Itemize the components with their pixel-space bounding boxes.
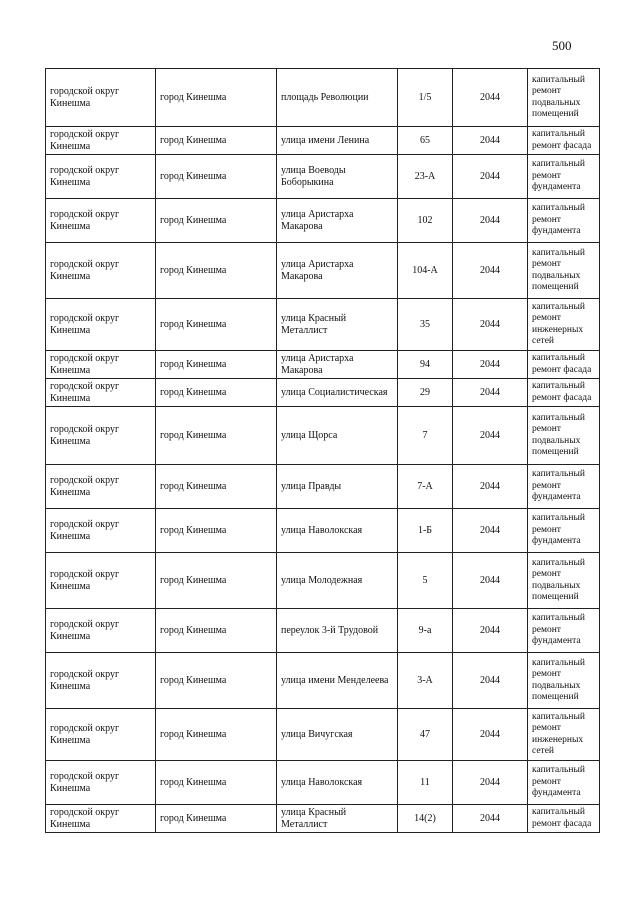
street-cell: улица Вичугская (277, 709, 398, 761)
work-type-cell: капитальный ремонт фундамента (528, 465, 600, 509)
table-row (46, 509, 600, 553)
municipality-cell: городской округ Кинешма (46, 69, 156, 127)
locality-cell: город Кинешма (156, 243, 277, 299)
street-cell: улица Аристарха Макарова (277, 351, 398, 379)
year-cell: 2044 (453, 155, 528, 199)
street-cell: площадь Революции (277, 69, 398, 127)
street-cell: улица Аристарха Макарова (277, 243, 398, 299)
table-row (46, 761, 600, 805)
table-row (46, 609, 600, 653)
table-row (46, 299, 600, 351)
year-cell: 2044 (453, 509, 528, 553)
locality-cell: город Кинешма (156, 299, 277, 351)
table-row (46, 465, 600, 509)
year-cell: 2044 (453, 709, 528, 761)
locality-cell: город Кинешма (156, 509, 277, 553)
locality-cell: город Кинешма (156, 407, 277, 465)
work-type-cell: капитальный ремонт фасада (528, 127, 600, 155)
table-row (46, 127, 600, 155)
table-row (46, 351, 600, 379)
table-row (46, 709, 600, 761)
work-type-cell: капитальный ремонт подвальных помещений (528, 69, 600, 127)
street-cell: улица Аристарха Макарова (277, 199, 398, 243)
street-cell: улица имени Менделеева (277, 653, 398, 709)
street-cell: переулок 3-й Трудовой (277, 609, 398, 653)
municipality-cell: городской округ Кинешма (46, 127, 156, 155)
municipality-cell: городской округ Кинешма (46, 805, 156, 833)
house-cell: 35 (398, 299, 453, 351)
house-cell: 3-А (398, 653, 453, 709)
house-cell: 102 (398, 199, 453, 243)
year-cell: 2044 (453, 199, 528, 243)
work-type-cell: капитальный ремонт фундамента (528, 199, 600, 243)
street-cell: улица Правды (277, 465, 398, 509)
municipality-cell: городской округ Кинешма (46, 709, 156, 761)
year-cell: 2044 (453, 127, 528, 155)
year-cell: 2044 (453, 299, 528, 351)
table-row (46, 243, 600, 299)
house-cell: 11 (398, 761, 453, 805)
table-row (46, 379, 600, 407)
street-cell: улица Щорса (277, 407, 398, 465)
street-cell: улица Молодежная (277, 553, 398, 609)
municipality-cell: городской округ Кинешма (46, 465, 156, 509)
work-type-cell: капитальный ремонт фасада (528, 379, 600, 407)
year-cell: 2044 (453, 805, 528, 833)
house-cell: 1/5 (398, 69, 453, 127)
house-cell: 23-А (398, 155, 453, 199)
house-cell: 104-А (398, 243, 453, 299)
locality-cell: город Кинешма (156, 199, 277, 243)
municipality-cell: городской округ Кинешма (46, 609, 156, 653)
work-type-cell: капитальный ремонт фундамента (528, 609, 600, 653)
year-cell: 2044 (453, 609, 528, 653)
street-cell: улица Воеводы Боборыкина (277, 155, 398, 199)
year-cell: 2044 (453, 653, 528, 709)
municipality-cell: городской округ Кинешма (46, 407, 156, 465)
locality-cell: город Кинешма (156, 761, 277, 805)
municipality-cell: городской округ Кинешма (46, 199, 156, 243)
street-cell: улица Красный Металлист (277, 805, 398, 833)
house-cell: 9-а (398, 609, 453, 653)
street-cell: улица Красный Металлист (277, 299, 398, 351)
municipality-cell: городской округ Кинешма (46, 243, 156, 299)
locality-cell: город Кинешма (156, 69, 277, 127)
street-cell: улица Наволокская (277, 761, 398, 805)
table-row (46, 199, 600, 243)
page-number: 500 (552, 38, 572, 53)
work-type-cell: капитальный ремонт фасада (528, 805, 600, 833)
locality-cell: город Кинешма (156, 553, 277, 609)
house-cell: 5 (398, 553, 453, 609)
house-cell: 7-А (398, 465, 453, 509)
locality-cell: город Кинешма (156, 609, 277, 653)
house-cell: 29 (398, 379, 453, 407)
work-type-cell: капитальный ремонт фундамента (528, 761, 600, 805)
year-cell: 2044 (453, 69, 528, 127)
municipality-cell: городской округ Кинешма (46, 379, 156, 407)
street-cell: улица имени Ленина (277, 127, 398, 155)
work-type-cell: капитальный ремонт инженерных сетей (528, 299, 600, 351)
municipality-cell: городской округ Кинешма (46, 351, 156, 379)
year-cell: 2044 (453, 553, 528, 609)
work-type-cell: капитальный ремонт подвальных помещений (528, 407, 600, 465)
locality-cell: город Кинешма (156, 127, 277, 155)
table-row (46, 155, 600, 199)
municipality-cell: городской округ Кинешма (46, 653, 156, 709)
locality-cell: город Кинешма (156, 805, 277, 833)
work-type-cell: капитальный ремонт фасада (528, 351, 600, 379)
work-type-cell: капитальный ремонт подвальных помещений (528, 653, 600, 709)
year-cell: 2044 (453, 379, 528, 407)
house-cell: 65 (398, 127, 453, 155)
municipality-cell: городской округ Кинешма (46, 509, 156, 553)
house-cell: 47 (398, 709, 453, 761)
municipality-cell: городской округ Кинешма (46, 155, 156, 199)
street-cell: улица Наволокская (277, 509, 398, 553)
table-row (46, 407, 600, 465)
locality-cell: город Кинешма (156, 379, 277, 407)
locality-cell: город Кинешма (156, 653, 277, 709)
repair-schedule-table (45, 68, 600, 833)
table-row (46, 805, 600, 833)
year-cell: 2044 (453, 243, 528, 299)
work-type-cell: капитальный ремонт подвальных помещений (528, 553, 600, 609)
locality-cell: город Кинешма (156, 351, 277, 379)
year-cell: 2044 (453, 465, 528, 509)
house-cell: 94 (398, 351, 453, 379)
year-cell: 2044 (453, 407, 528, 465)
locality-cell: город Кинешма (156, 709, 277, 761)
street-cell: улица Социалистическая (277, 379, 398, 407)
house-cell: 7 (398, 407, 453, 465)
house-cell: 1-Б (398, 509, 453, 553)
locality-cell: город Кинешма (156, 465, 277, 509)
municipality-cell: городской округ Кинешма (46, 553, 156, 609)
year-cell: 2044 (453, 761, 528, 805)
house-cell: 14(2) (398, 805, 453, 833)
table-row (46, 69, 600, 127)
municipality-cell: городской округ Кинешма (46, 761, 156, 805)
municipality-cell: городской округ Кинешма (46, 299, 156, 351)
work-type-cell: капитальный ремонт подвальных помещений (528, 243, 600, 299)
work-type-cell: капитальный ремонт фундамента (528, 509, 600, 553)
table-row (46, 553, 600, 609)
work-type-cell: капитальный ремонт инженерных сетей (528, 709, 600, 761)
year-cell: 2044 (453, 351, 528, 379)
work-type-cell: капитальный ремонт фундамента (528, 155, 600, 199)
locality-cell: город Кинешма (156, 155, 277, 199)
table-row (46, 653, 600, 709)
